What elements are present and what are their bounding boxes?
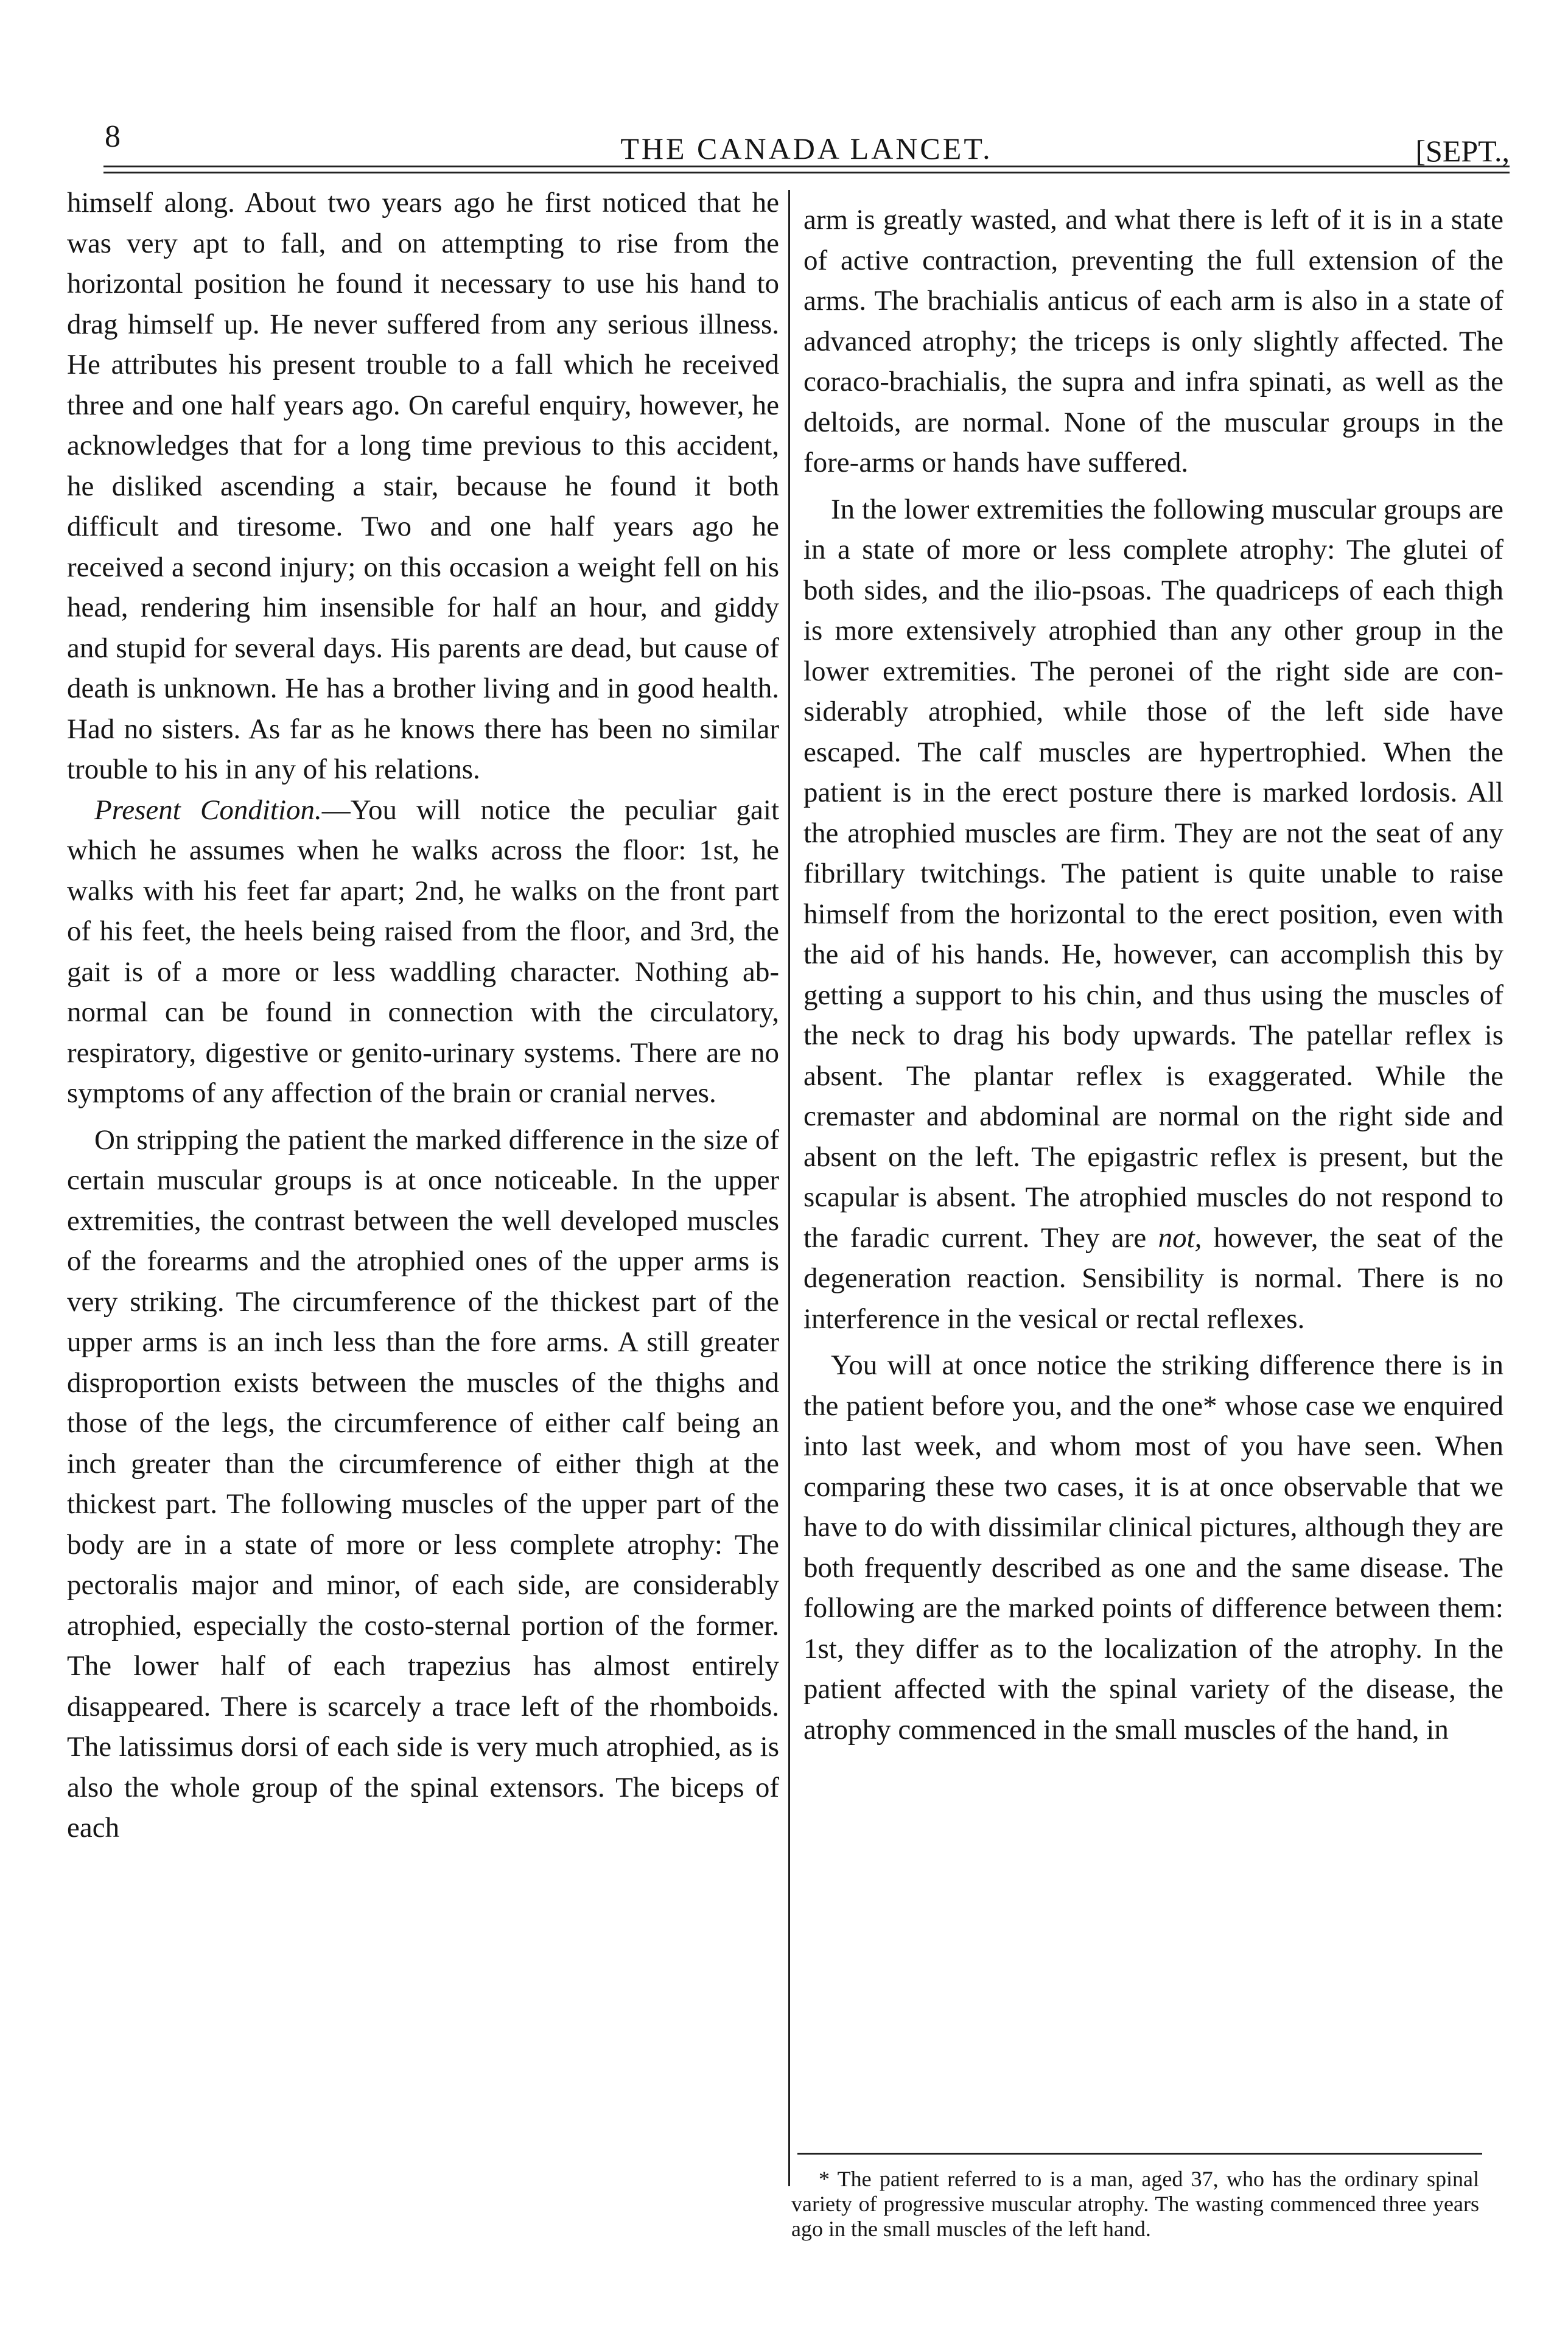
running-header (103, 119, 1510, 167)
right-column (803, 200, 1503, 1750)
page-number: 8 (105, 119, 121, 154)
paragraph-lower-extremities: In the lower extremities the following muscular groups are in a state of more or less complete atrophy: The glutei of both sides, and the ilio-psoas. The quadriceps of each thigh is more extensively atrophied than any other group in the lower extremities. The peronei of the right side are considerably atrophied, while those of the left side have escaped. The calf muscles are hypertrophied. When the patient is in the erect posture there is marked lordosis. All the atrophied muscles are firm. They are not the seat of any fibrillary twitchings. The patient is quite unable to raise himself from the horizontal to the erect position, even with the aid of his hands. He, however, can accomplish this by getting a support to his chin, and thus using the muscles of the neck to drag his body upwards. The patellar reflex is absent. The plantar reflex is exaggerated. While the cremaster and abdominal are normal on the right side and absent on the left. The epigastric reflex is present, but the scapular is absent. The atrophied muscles do not respond to the faradic current. They are not, however, the seat of the degeneration reaction. Sensibility is normal. There is no interference in the vesical or rectal reflexes. (803, 493, 1503, 1335)
paragraph-present-condition: Present Condition.—You will notice the peculiar gait which he assumes when he walks across the floor: 1st, he walks with his feet far apart; 2nd, he walks on the front part of his feet, the heels being raised from the floor, and 3rd, the gait is of a more or less waddling character. Nothing abnormal can be found in connection with the circulatory, respiratory, digestive or genito-urinary systems. There are no symptoms of any affection of the brain or cranial nerves. (67, 794, 779, 1109)
footnote: * The patient referred to is a man, aged 37, who has the ordinary spinal variety of progressive muscular atrophy. The wasting commenced three years ago in the small muscles of the left hand. (791, 2167, 1479, 2241)
section-heading: Present Condition. (94, 794, 322, 826)
emphasis-not: not, (1158, 1222, 1202, 1254)
paragraph-upper-arm: arm is greatly wasted, and what there is left of it is in a state of active contraction, preventing the full extension of the arms. The brachialis anticus of each arm is also in a state of advanced atrophy; the triceps is only slightly affected. The coraco-brachialis, the supra and infra spinati, as well as the deltoids, are normal. None of the muscular groups in the fore-arms or hands have suffered. (803, 204, 1503, 478)
left-column (67, 183, 779, 1848)
issue-date: [SEPT., (1415, 134, 1510, 168)
header-rule-bottom (103, 172, 1510, 173)
paragraph-stripping: On stripping the patient the marked difference in the size of certain muscular groups is at once noticeable. In the upper extremities, the contrast between the well developed muscles of the forearms and the atrophied ones of the upper arms is very striking. The circumference of the thickest part of the upper arms is an inch less than the fore arms. A still greater disproportion exists between the muscles of the thighs and those of the legs, the circumference of either calf being an inch greater than the circumference of either thigh at the thickest part. The following muscles of the upper part of the body are in a state of more or less complete atrophy: The pectoralis major and minor, of each side, are considerably atrophied, especially the costo-sternal portion of the former. The lower half of each trapezius has almost entirely disappeared. There is scarcely a trace left of the rhomboids. The latissimus dorsi of each side is very much atrophied, as is also the whole group of the spinal extensors. The biceps of each (67, 1124, 779, 1844)
column-divider (788, 190, 790, 2186)
footnote-rule (797, 2153, 1482, 2155)
header-rule-top (103, 166, 1510, 167)
journal-title: THE CANADA LANCET. (620, 131, 993, 166)
paragraph-history: himself along. About two years ago he first noticed that he was very apt to fall, and on attempting to rise from the horizontal position he found it necessary to use his hand to drag himself up. He never suffered from any serious illness. He attributes his present trouble to a fall which he received three and one half years ago. On careful enquiry, however, he acknowledges that for a long time previous to this accident, he disliked ascending a stair, because he found it both difficult and tiresome. Two and one half years ago he received a second injury; on this occasion a weight fell on his head, rendering him insensible for half an hour, and giddy and stupid for several days. His parents are dead, but cause of death is unknown. He has a brother living and in good health. Had no sisters. As far as he knows there has been no similar trouble to his in any of his relations. (67, 187, 779, 785)
paragraph-comparison: You will at once notice the striking difference there is in the patient before you, and the one* whose case we enquired into last week, and whom most of you have seen. When comparing these two cases, it is at once observable that we have to do with dissimilar clinical pictures, although they are both frequently described as one and the same disease. The following are the marked points of difference between them: 1st, they differ as to the localization of the atrophy. In the patient affected with the spinal variety of the disease, the atrophy commenced in the small muscles of the hand, in (803, 1349, 1503, 1746)
